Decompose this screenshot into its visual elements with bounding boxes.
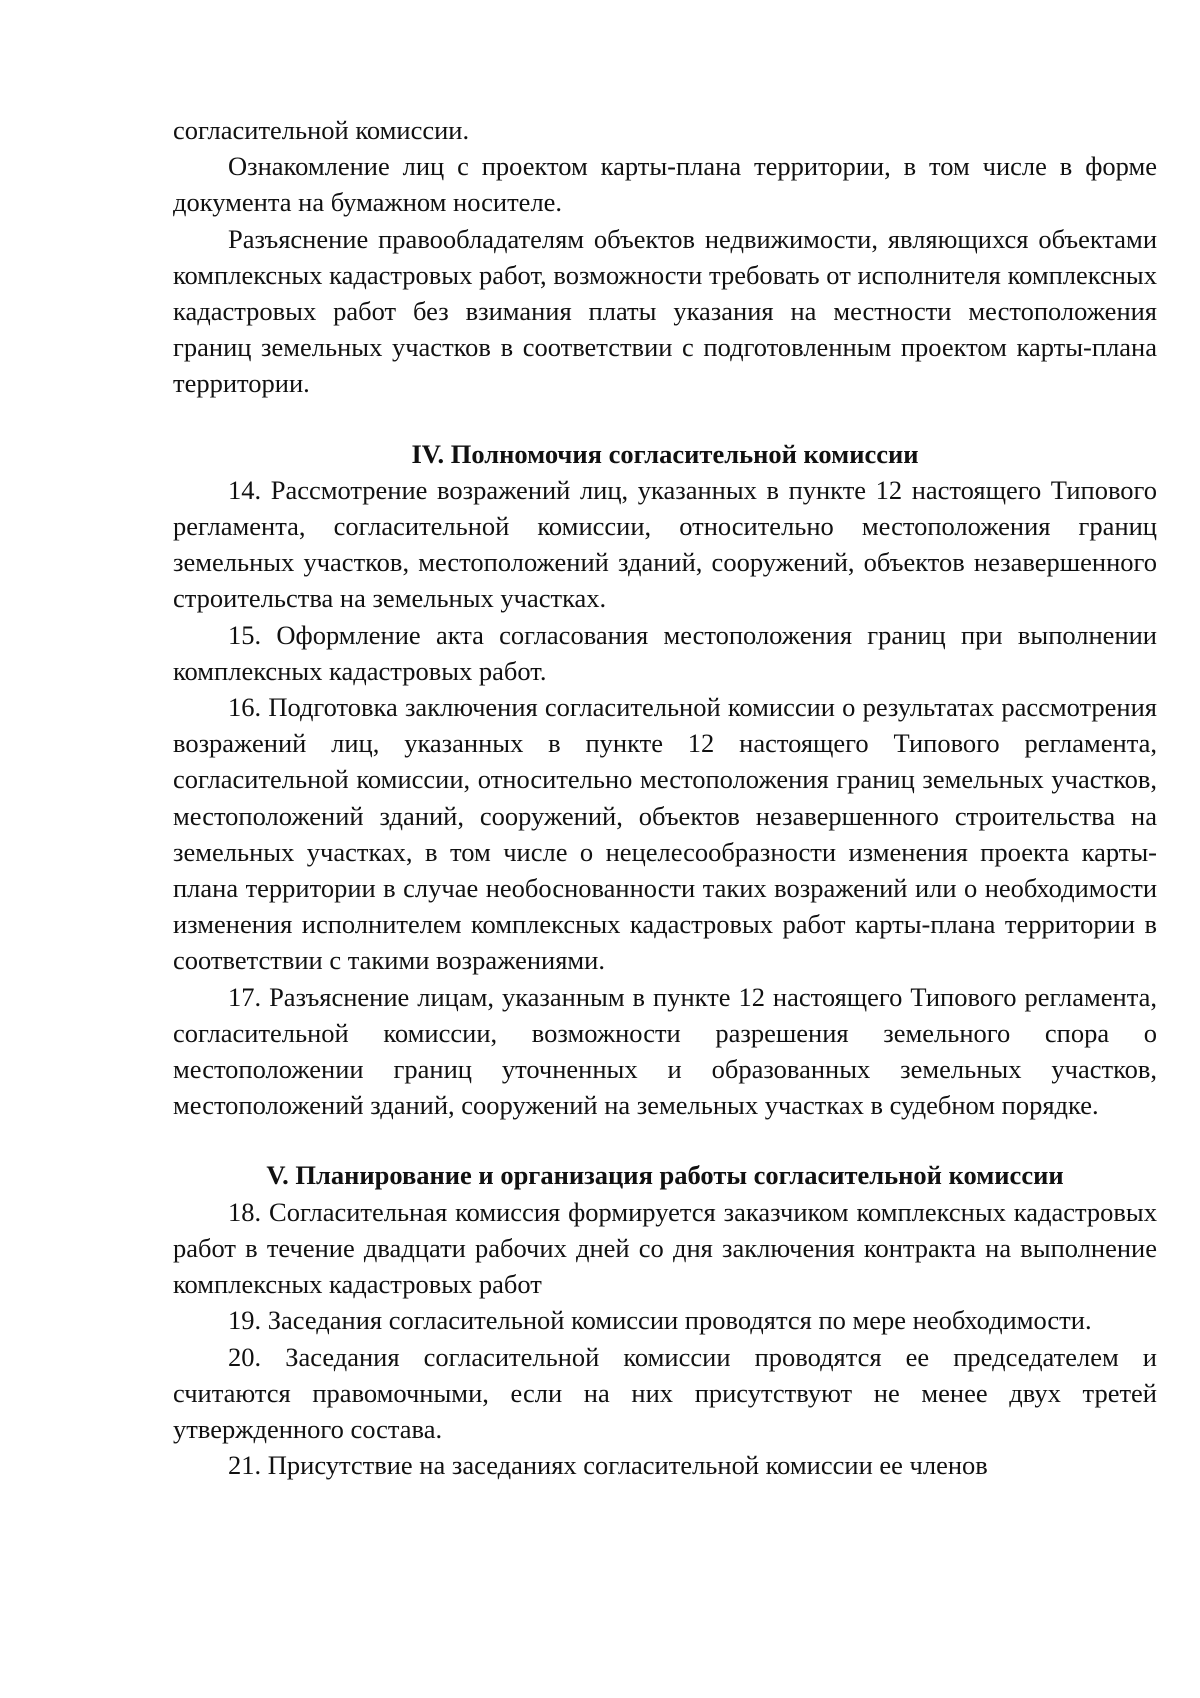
paragraph-18: 18. Согласительная комиссия формируется заказчиком комплексных кадастровых работ в течение двадцати рабочих дней со дня заключения контракта на выполнение комплексных кадастровых работ	[173, 1196, 1157, 1300]
section-spacer	[173, 1123, 1157, 1157]
paragraph-familiarization: Ознакомление лиц с проектом карты-плана территории, в том числе в форме документа на бумажном носителе.	[173, 151, 1157, 218]
paragraph-intro-continuation: согласительной комиссии.	[173, 115, 470, 145]
paragraph-14: 14. Рассмотрение возражений лиц, указанных в пункте 12 настоящего Типового регламента, согласительной комиссии, относительно местоположения границ земельных участков, местоположений зданий, сооружений, объектов незавершенного строительства на земельных участках.	[173, 474, 1157, 614]
section-heading-v: V. Планирование и организация работы согласительной комиссии	[266, 1160, 1064, 1191]
paragraph-21: 21. Присутствие на заседаниях согласительной комиссии ее членов	[228, 1450, 988, 1481]
paragraph-19: 19. Заседания согласительной комиссии проводятся по мере необходимости.	[228, 1305, 1092, 1336]
section-heading-iv: IV. Полномочия согласительной комиссии	[411, 438, 919, 469]
paragraph-explanation: Разъяснение правообладателям объектов недвижимости, являющихся объектами комплексных кадастровых работ, возможности требовать от исполнителя комплексных кадастровых работ без взимания платы указания на местности местоположения границ земельных участков в соответствии с подготовленным проектом карты-плана территории.	[173, 223, 1157, 399]
paragraph-20: 20. Заседания согласительной комиссии проводятся ее председателем и считаются правомочными, если на них присутствуют не менее двух третей утвержденного состава.	[173, 1341, 1157, 1444]
paragraph-15: 15. Оформление акта согласования местоположения границ при выполнении комплексных кадастровых работ.	[173, 619, 1157, 686]
paragraph-17: 17. Разъяснение лицам, указанным в пункте 12 настоящего Типового регламента, согласительной комиссии, возможности разрешения земельного спора о местоположении границ уточненных и образованных земельных участков, местоположений зданий, сооружений на земельных участках в судебном порядке.	[173, 981, 1157, 1121]
section-spacer	[173, 402, 1157, 436]
paragraph-16: 16. Подготовка заключения согласительной комиссии о результатах рассмотрения возражений лиц, указанных в пункте 12 настоящего Типового регламента, согласительной комиссии, относительно местоположения границ земельных участков, местоположений зданий, сооружений, объектов незавершенного строительства на земельных участках, в том числе о нецелесообразности изменения проекта карты-плана территории в случае необоснованности таких возражений или о необходимости изменения исполнителем комплексных кадастровых работ карты-плана территории в соответствии с такими возражениями.	[173, 692, 1157, 976]
